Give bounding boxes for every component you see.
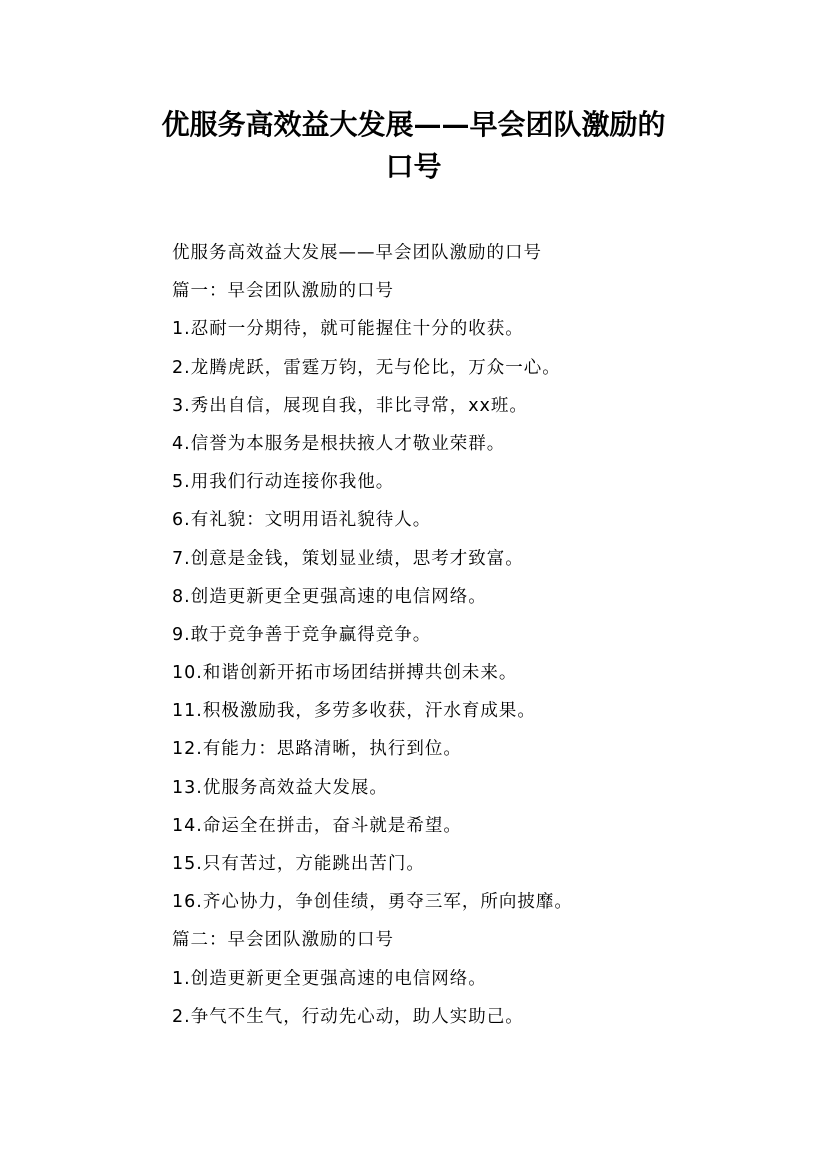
- slogan-item: 11.积极激励我，多劳多收获，汗水育成果。: [172, 701, 536, 722]
- document-title-line-1: 优服务高效益大发展——早会团队激励的: [161, 108, 666, 141]
- document-title-line-2: 口号: [385, 150, 442, 183]
- slogan-item: 1.忍耐一分期待，就可能握住十分的收获。: [172, 319, 524, 340]
- slogan-item: 16.齐心协力，争创佳绩，勇夺三军，所向披靡。: [172, 892, 573, 913]
- slogan-list: [172, 234, 792, 1036]
- slogan-item: 12.有能力：思路清晰，执行到位。: [172, 739, 462, 760]
- slogan-item: 13.优服务高效益大发展。: [172, 777, 388, 798]
- slogan-item: 5.用我们行动连接你我他。: [172, 472, 395, 493]
- slogan-item: 6.有礼貌：文明用语礼貌待人。: [172, 510, 432, 531]
- slogan-item: 10.和谐创新开拓市场团结拼搏共创未来。: [172, 663, 518, 684]
- section-heading-part-1: 篇一：早会团队激励的口号: [172, 281, 394, 302]
- slogan-item: 8.创造更新更全更强高速的电信网络。: [172, 586, 487, 607]
- slogan-item: 4.信誉为本服务是根扶掖人才敬业荣群。: [172, 433, 506, 454]
- slogan-item: 15.只有苦过，方能跳出苦门。: [172, 854, 425, 874]
- slogan-item: 2.龙腾虎跃，雷霆万钧，无与伦比，万众一心。: [172, 357, 561, 378]
- document-subtitle: 优服务高效益大发展——早会团队激励的口号: [172, 243, 542, 263]
- slogan-item: 3.秀出自信，展现自我，非比寻常，xx班。: [172, 395, 528, 416]
- slogan-item: 9.敢于竞争善于竞争赢得竞争。: [172, 624, 432, 645]
- slogan-item: 7.创意是金钱，策划显业绩，思考才致富。: [172, 548, 524, 569]
- slogan-item: 1.创造更新更全更强高速的电信网络。: [172, 968, 487, 989]
- slogan-item: 14.命运全在拼击，奋斗就是希望。: [172, 815, 462, 836]
- section-heading-part-2: 篇二：早会团队激励的口号: [172, 930, 394, 951]
- slogan-item: 2.争气不生气，行动先心动，助人实助己。: [172, 1006, 524, 1027]
